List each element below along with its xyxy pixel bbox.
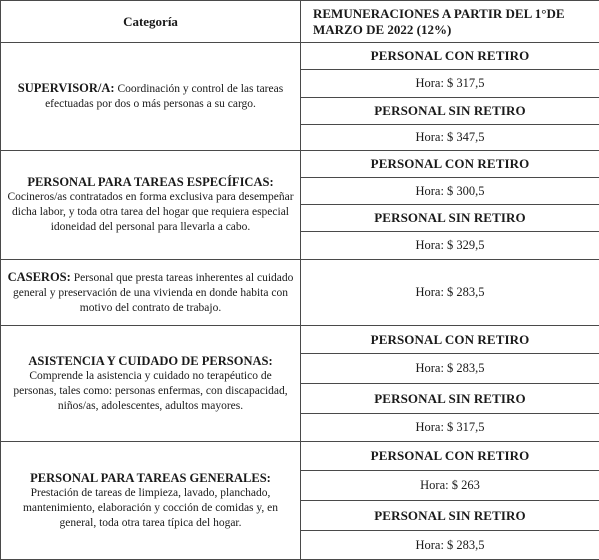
category-desc: Coordinación y control de las tareas efectuadas por dos o más personas a su cargo. bbox=[45, 83, 284, 110]
category-cell-tareas-generales bbox=[1, 442, 300, 559]
sin-retiro-text: PERSONAL SIN RETIRO bbox=[374, 103, 526, 118]
sin-retiro-value bbox=[301, 414, 599, 441]
header-category bbox=[1, 1, 300, 42]
header-category-label: Categoría bbox=[123, 13, 178, 29]
sin-retiro-label bbox=[301, 205, 599, 231]
category-title: PERSONAL PARA TAREAS GENERALES: bbox=[30, 470, 271, 485]
sin-retiro-amount: Hora: $ 347,5 bbox=[415, 130, 485, 144]
sin-retiro-amount: Hora: $ 317,5 bbox=[415, 420, 485, 434]
header-remuneration-line2: MARZO DE 2022 (12%) bbox=[313, 21, 452, 37]
sin-retiro-label bbox=[301, 384, 599, 413]
con-retiro-amount: Hora: $ 317,5 bbox=[415, 76, 485, 90]
category-text bbox=[7, 270, 294, 316]
con-retiro-amount: Hora: $ 283,5 bbox=[415, 361, 485, 375]
sin-retiro-value bbox=[301, 125, 599, 150]
con-retiro-label bbox=[301, 151, 599, 177]
con-retiro-text: PERSONAL CON RETIRO bbox=[370, 331, 530, 347]
category-cell-supervisor bbox=[1, 43, 300, 150]
category-cell-caseros bbox=[1, 260, 300, 325]
con-retiro-value bbox=[301, 70, 599, 97]
category-title: SUPERVISOR/A: bbox=[17, 81, 115, 95]
sin-retiro-text: PERSONAL SIN RETIRO bbox=[374, 507, 526, 523]
con-retiro-label bbox=[301, 326, 599, 353]
con-retiro-text: PERSONAL CON RETIRO bbox=[370, 448, 530, 463]
header-remuneration-line1: REMUNERACIONES A PARTIR DEL 1°DE bbox=[313, 5, 565, 21]
sin-retiro-text: PERSONAL SIN RETIRO bbox=[374, 210, 526, 225]
con-retiro-value bbox=[301, 354, 599, 383]
con-retiro-amount: Hora: $ 263 bbox=[420, 478, 480, 492]
category-desc: Personal que presta tareas inherentes al cuidado general y preservación de una vivienda en donde habita con motivo del contrato de trabajo. bbox=[13, 271, 294, 314]
con-retiro-label bbox=[301, 43, 599, 69]
category-desc: Prestación de tareas de limpieza, lavado, planchado, mantenimiento, elaboración y cocción de comidas y, en general, toda otra tarea típica del hogar. bbox=[22, 486, 279, 529]
con-retiro-amount: Hora: $ 300,5 bbox=[415, 183, 485, 198]
category-cell-tareas-especificas bbox=[1, 151, 300, 259]
header-remuneration bbox=[301, 1, 599, 42]
category-title: PERSONAL PARA TAREAS ESPECÍFICAS: bbox=[27, 175, 274, 189]
con-retiro-text: PERSONAL CON RETIRO bbox=[370, 156, 530, 171]
con-retiro-label bbox=[301, 442, 599, 470]
category-cell-asistencia bbox=[1, 326, 300, 441]
sin-retiro-value bbox=[301, 232, 599, 259]
category-desc: Comprende la asistencia y cuidado no terapéutico de personas, tales como: personas enfermas, con discapacidad, niños/as, adolescentes, adultos mayores. bbox=[13, 369, 288, 412]
sin-retiro-text: PERSONAL SIN RETIRO bbox=[374, 390, 526, 406]
sin-retiro-label bbox=[301, 98, 599, 124]
caseros-amount: Hora: $ 283,5 bbox=[415, 285, 485, 299]
sin-retiro-amount: Hora: $ 283,5 bbox=[415, 537, 485, 552]
sin-retiro-amount: Hora: $ 329,5 bbox=[415, 238, 485, 252]
category-text bbox=[7, 81, 294, 112]
category-title: CASEROS: bbox=[7, 269, 71, 284]
caseros-value bbox=[301, 260, 599, 325]
sin-retiro-label bbox=[301, 501, 599, 530]
con-retiro-text: PERSONAL CON RETIRO bbox=[370, 48, 530, 63]
category-desc: Cocineros/as contratados en forma exclusiva para desempeñar dicha labor, y toda otra tarea del hogar que requiera especial idoneidad del personal para llevarla a cabo. bbox=[7, 191, 294, 233]
sin-retiro-value bbox=[301, 531, 599, 559]
category-title: ASISTENCIA Y CUIDADO DE PERSONAS: bbox=[28, 353, 273, 368]
con-retiro-value bbox=[301, 471, 599, 500]
con-retiro-value bbox=[301, 178, 599, 204]
